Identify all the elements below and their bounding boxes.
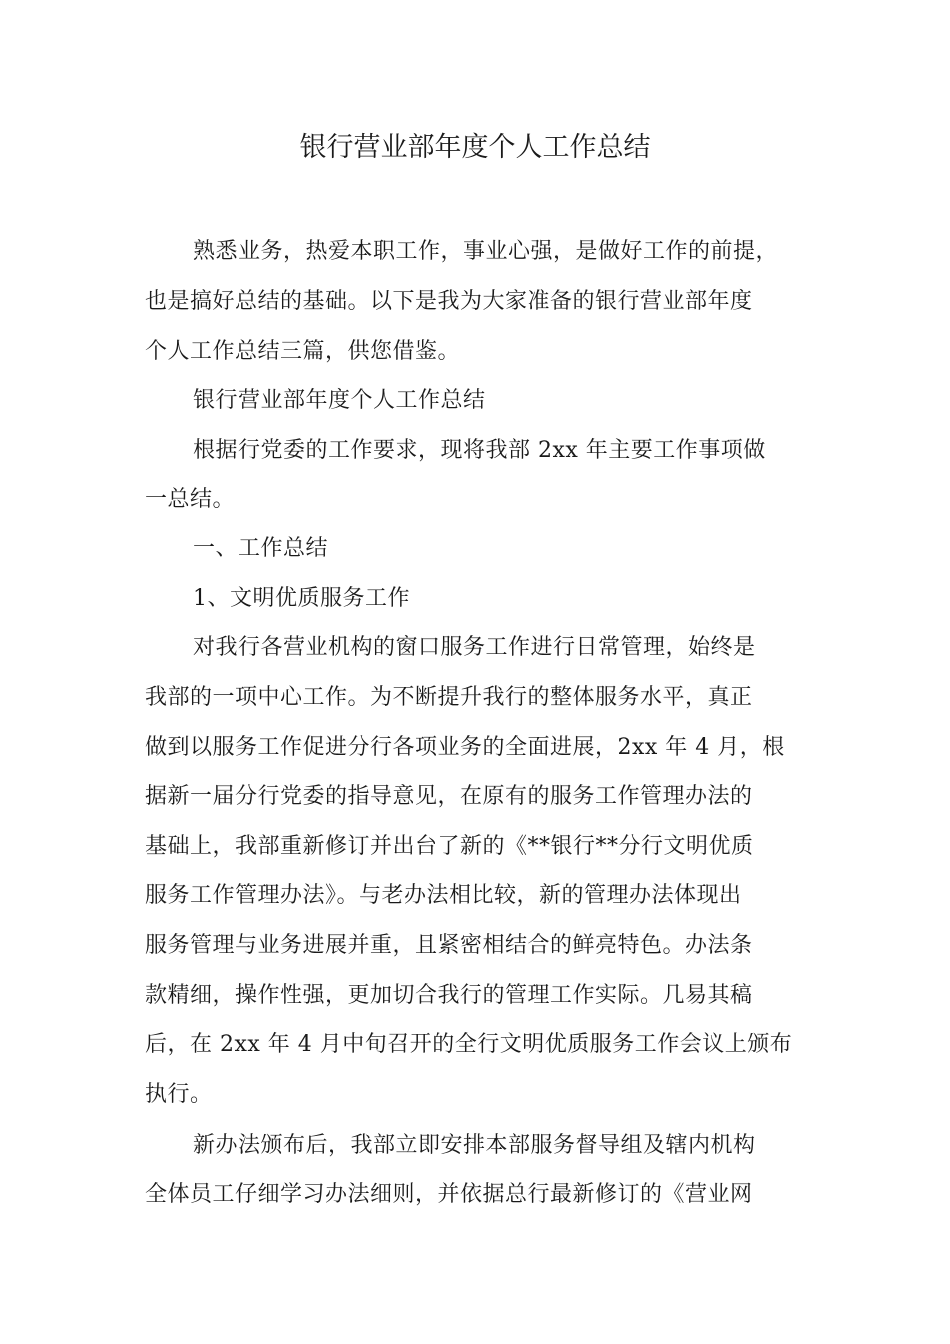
paragraph-line: 服务工作管理办法》。与老办法相比较，新的管理办法体现出 [145,883,742,908]
paragraph-line: 服务管理与业务进展并重，且紧密相结合的鲜亮特色。办法条 [145,933,753,958]
section-heading: 银行营业部年度个人工作总结 [193,388,486,413]
subsection-heading: 1、文明优质服务工作 [193,586,410,611]
paragraph-line: 对我行各营业机构的窗口服务工作进行日常管理，始终是 [193,635,756,660]
document-title: 银行营业部年度个人工作总结 [299,132,651,163]
paragraph-line: 新办法颁布后，我部立即安排本部服务督导组及辖内机构 [193,1133,756,1158]
paragraph-line: 熟悉业务，热爱本职工作，事业心强，是做好工作的前提， [193,239,779,264]
paragraph-line: 执行。 [145,1082,213,1107]
paragraph-line: 款精细，操作性强，更加切合我行的管理工作实际。几易其稿 [145,983,753,1008]
section-heading: 一、工作总结 [193,536,329,561]
paragraph-line: 据新一届分行党委的指导意见，在原有的服务工作管理办法的 [145,784,753,809]
paragraph-line: 根据行党委的工作要求，现将我部 2xx 年主要工作事项做 [193,438,766,463]
paragraph-line: 全体员工仔细学习办法细则，并依据总行最新修订的《营业网 [145,1182,753,1207]
paragraph-line: 做到以服务工作促进分行各项业务的全面进展，2xx 年 4 月，根 [145,735,785,760]
paragraph-line: 后，在 2xx 年 4 月中旬召开的全行文明优质服务工作会议上颁布 [145,1032,793,1057]
paragraph-line: 基础上，我部重新修订并出台了新的《**银行**分行文明优质 [145,834,754,859]
paragraph-line: 一总结。 [145,487,236,512]
paragraph-line: 个人工作总结三篇，供您借鉴。 [145,339,461,364]
paragraph-line: 也是搞好总结的基础。以下是我为大家准备的银行营业部年度 [145,289,753,314]
paragraph-line: 我部的一项中心工作。为不断提升我行的整体服务水平，真正 [145,685,753,710]
